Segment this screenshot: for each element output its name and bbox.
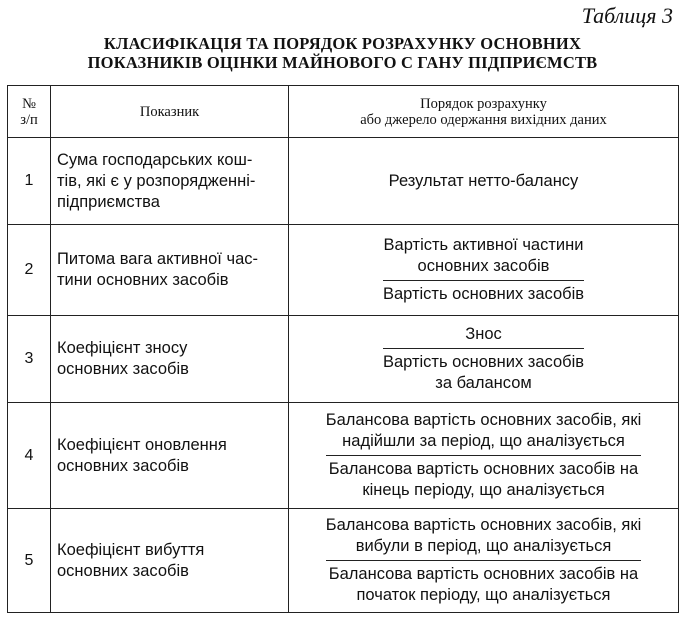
calculation-formula [289,316,679,403]
formula-fraction [326,515,642,606]
numerator-line: основних засобів [417,257,550,275]
formula-denominator [326,561,642,606]
header-number [8,86,51,138]
numerator-line: Знос [465,325,502,343]
indicator-name-line: підприємства [57,192,160,211]
table-row [8,225,679,316]
numerator-line: надійшли за період, що аналізується [342,432,625,450]
formula-numerator [383,235,584,281]
formula-denominator [383,281,584,305]
title-line-1: КЛАСИФІКАЦІЯ ТА ПОРЯДОК РОЗРАХУНКУ ОСНОВНИХ [103,34,582,53]
numerator-line: Балансова вартість основних засобів, які [325,411,642,429]
table-label: Таблиця 3 [581,3,673,28]
denominator-line: початок періоду, що аналізується [356,586,611,604]
indicator-name-line: тини основних засобів [57,271,229,289]
denominator-line: Балансова вартість основних засобів на [328,565,639,583]
formula-numerator [326,410,642,456]
calculation-source: Результат нетто-балансу [289,138,679,225]
table-row [8,403,679,509]
formula-numerator [383,324,584,349]
row-number: 4 [8,403,51,509]
indicator-name [51,316,289,403]
calculation-formula [289,509,679,613]
table-row [8,509,679,613]
row-number: 2 [8,225,51,316]
formula-numerator [326,515,642,561]
indicator-name-line: основних засобів [57,360,189,378]
indicator-name-line: основних засобів [57,456,189,475]
indicator-name-line: Коефіцієнт оновлення [57,435,227,454]
indicator-name-line: основних засобів [57,561,189,580]
indicator-name-line: Коефіцієнт вибуття [57,540,205,559]
indicators-table [7,85,679,613]
header-indicator: Показник [51,86,289,138]
table-title [0,34,685,72]
row-number: 1 [8,138,51,225]
denominator-line: Вартість основних засобів [382,353,585,371]
row-number: 3 [8,316,51,403]
formula-fraction [383,324,584,394]
denominator-line: за балансом [435,374,532,392]
numerator-line: вибули в період, що аналізується [355,537,612,555]
title-line-2: ПОКАЗНИКІВ ОЦІНКИ МАЙНОВОГО С ГАНУ ПІДПРИЄМСТВ [87,53,598,72]
header-method-line-2: або джерело одержання вихідних даних [360,111,607,128]
numerator-line: Балансова вартість основних засобів, які [325,516,642,534]
denominator-line: Вартість основних засобів [382,285,585,303]
header-number-line-1: № [22,95,36,112]
indicator-name [51,509,289,613]
calculation-formula [289,225,679,316]
header-method-line-1: Порядок розрахунку [420,95,547,112]
formula-fraction [326,410,642,501]
indicator-name-line: Сума господарських кош- [57,150,253,169]
header-calculation-method [289,86,679,138]
row-number: 5 [8,509,51,613]
indicator-name [51,225,289,316]
indicator-name [51,403,289,509]
denominator-line: Балансова вартість основних засобів на [328,460,639,478]
denominator-line: кінець періоду, що аналізується [362,481,605,499]
header-number-line-2: з/п [20,111,38,128]
indicator-name-line: Коефіцієнт зносу [57,339,188,357]
formula-fraction [383,235,584,305]
table-row [8,138,679,225]
formula-denominator [326,456,642,501]
numerator-line: Вартість активної частини [383,236,584,254]
formula-denominator [383,349,584,394]
indicator-name-line: тів, які є у розпорядженні- [57,171,256,190]
indicator-name-line: Питома вага активної час- [57,250,258,268]
indicator-name [51,138,289,225]
table-header-row [8,86,679,138]
table-row [8,316,679,403]
calculation-formula [289,403,679,509]
